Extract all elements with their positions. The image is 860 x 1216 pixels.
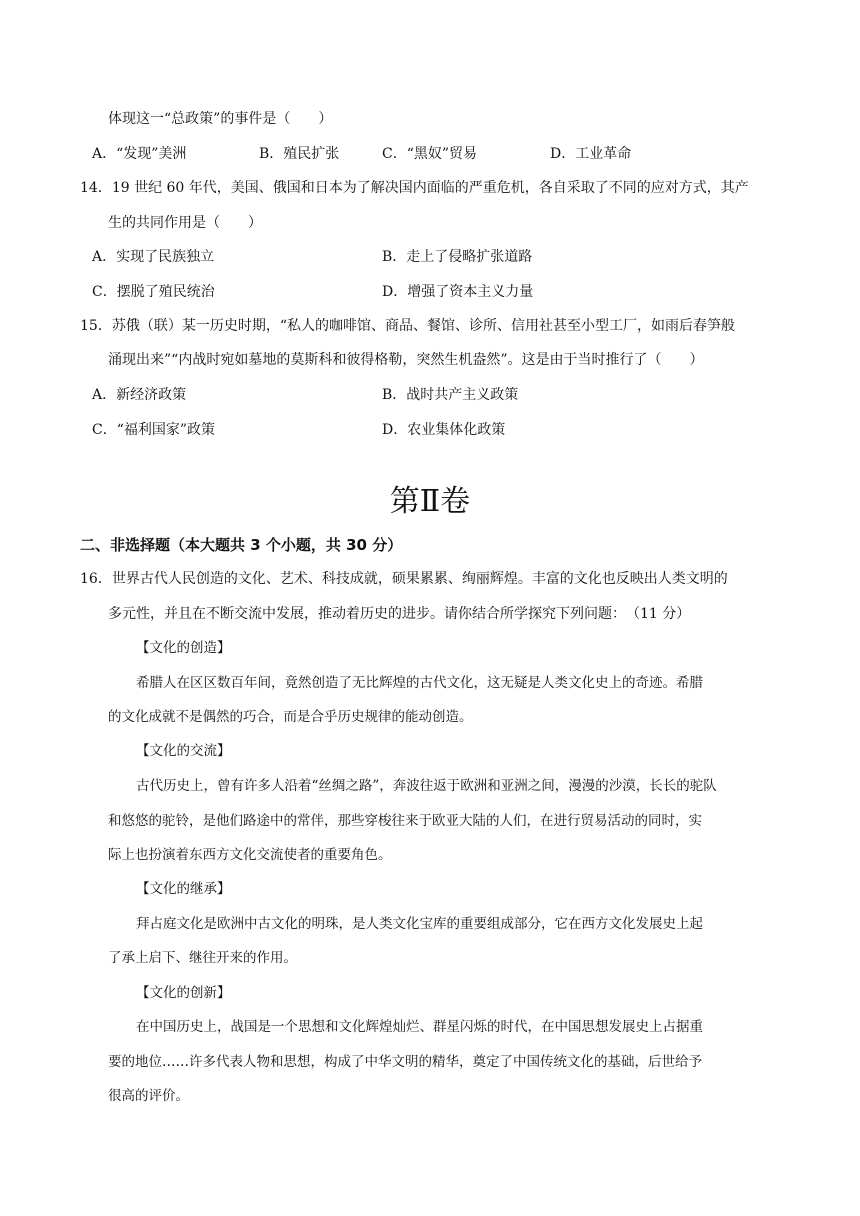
material-line: 在中国历史上，战国是一个思想和文化辉煌灿烂、群星闪烁的时代，在中国思想发展史上占据重: [136, 1019, 703, 1035]
q13-option-a: A．“发现”美洲: [92, 146, 187, 162]
q16-stem-line-2: 多元性，并且在不断交流中发展，推动着历史的进步。请你结合所学探究下列问题： （11 分）: [108, 606, 691, 622]
section-heading: 二、非选择题（本大题共 3 个小题，共 30 分）: [80, 536, 403, 554]
q14-stem-line-2: 生的共同作用是（ ）: [108, 215, 262, 231]
material-heading-innovation: 【文化的创新】: [136, 985, 231, 1001]
material-heading-exchange: 【文化的交流】: [136, 743, 231, 759]
q13-stem-line: 体现这一“总政策”的事件是（ ）: [108, 111, 333, 127]
material-line: 古代历史上，曾有许多人沿着“丝绸之路”，奔波往返于欧洲和亚洲之间，漫漫的沙漠，长长的驼队: [136, 778, 717, 794]
material-line: 要的地位……许多代表人物和思想，构成了中华文明的精华，奠定了中国传统文化的基础，后世给予: [108, 1054, 702, 1070]
q15-option-b: B．战时共产主义政策: [382, 387, 519, 403]
q13-option-c: C．“黑奴”贸易: [382, 146, 478, 162]
part-title: 第Ⅱ卷: [389, 484, 471, 519]
material-heading-inheritance: 【文化的继承】: [136, 881, 231, 897]
material-line: 拜占庭文化是欧洲中古文化的明珠，是人类文化宝库的重要组成部分，它在西方文化发展史上起: [136, 916, 703, 932]
q14-option-c: C．摆脱了殖民统治: [92, 284, 215, 300]
q16-stem-line-1: 16．世界古代人民创造的文化、艺术、科技成就，硕果累累、绚丽辉煌。丰富的文化也反映出人类文明的: [80, 571, 728, 587]
q13-option-d: D．工业革命: [550, 146, 632, 162]
q15-stem-line-1: 15．苏俄（联）某一历史时期，“私人的咖啡馆、商品、餐馆、诊所、信用社甚至小型工厂，如雨后春笋般: [80, 318, 735, 334]
q14-option-b: B．走上了侵略扩张道路: [382, 249, 533, 265]
q15-option-d: D．农业集体化政策: [382, 422, 506, 438]
material-line: 际上也扮演着东西方文化交流使者的重要角色。: [108, 847, 392, 863]
material-line: 的文化成就不是偶然的巧合，而是合乎历史规律的能动创造。: [108, 709, 473, 725]
material-line: 希腊人在区区数百年间，竟然创造了无比辉煌的古代文化，这无疑是人类文化史上的奇迹。希腊: [136, 675, 703, 691]
q14-option-d: D．增强了资本主义力量: [382, 284, 534, 300]
q15-stem-line-2: 涌现出来”“内战时宛如墓地的莫斯科和彼得格勒，突然生机盎然”。这是由于当时推行了（ ）: [108, 352, 704, 368]
q14-option-a: A．实现了民族独立: [92, 249, 215, 265]
material-heading-creation: 【文化的创造】: [136, 640, 231, 656]
material-line: 和悠悠的驼铃，是他们路途中的常伴，那些穿梭往来于欧亚大陆的人们，在进行贸易活动的同时，实: [108, 813, 702, 829]
q14-stem-line-1: 14．19 世纪 60 年代，美国、俄国和日本为了解决国内面临的严重危机，各自采取了不同的应对方式，其产: [80, 180, 749, 196]
material-line: 很高的评价。: [108, 1088, 189, 1104]
q15-option-a: A．新经济政策: [92, 387, 187, 403]
q13-option-b: B．殖民扩张: [259, 146, 340, 162]
q15-option-c: C．“福利国家”政策: [92, 422, 216, 438]
material-line: 了承上启下、继往开来的作用。: [108, 950, 297, 966]
